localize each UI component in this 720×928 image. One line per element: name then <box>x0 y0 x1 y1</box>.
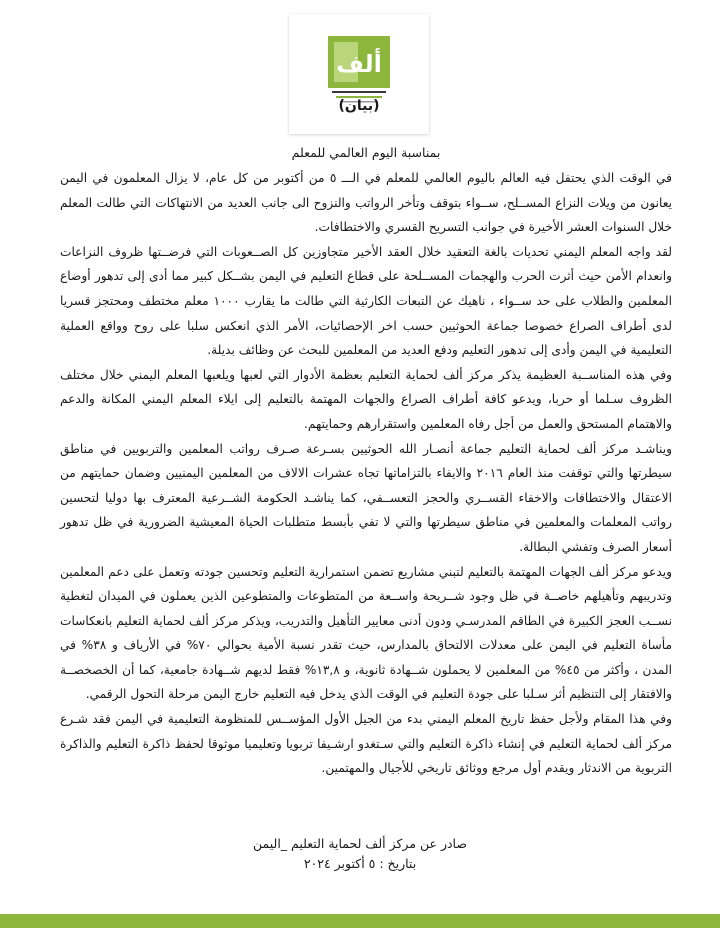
footer-bar <box>0 914 720 928</box>
paragraph: ويناشـد مركز ألف لحماية التعليم جماعة أنصـار الله الحوثيين بسـرعة صـرف رواتب المعلمين والتربويين في مناطق سيطرتها والتي توقفت منذ العام ٢٠١٦ والايفاء بالتزاماتها تجاه عشرات الالاف من المعلمين اليمنيين وضمان حمايتهم من الاعتقال والاختطافات والاخفاء القســري والحجز التعســفي، كما يناشـد الحكومة الشــرعية المعترف بها دوليا لتحسين رواتب المعلمات والمعلمين في مناطق سيطرتها والتي لا تفي بأبسط متطلبات الحياة المعيشية الضرورية في ظل تدهور أسعار الصرف وتفشي البطالة. <box>60 441 672 554</box>
logo-wordmark: ألف <box>336 50 382 78</box>
header-card <box>289 14 429 134</box>
paragraph: لقد واجه المعلم اليمني تحديات بالغة التعقيد خلال العقد الأخير متجاوزين كل الصــعوبات التي فرضــتها ظروف النزاعات وانعدام الأمن حيث أثرت الحرب والهجمات المســلحة على قطاع التعليم في اليمن بشــكل كبير مما أدى إلى تدهور أوضاع المعلمين والطلاب على حد ســواء ، ناهيك عن التبعات الكارثية التي طالت ما يقارب ١٠٠٠ معلم مختطف ومحتجز قسريا لدى أطراف الصراع خصوصا جماعة الحوثيين حسب اخر الإحصائيات، الأمر الذي انعكس سلبا على روح وواقع العملية التعليمية في اليمن وأدى إلى تدهور التعليم ودفع العديد من المعلمين للبحث عن وظائف بديلة. <box>60 244 672 358</box>
alef-logo <box>328 36 390 106</box>
document-body <box>60 140 672 781</box>
occasion-heading: بمناسبة اليوم العالمي للمعلم <box>291 145 441 160</box>
paragraph: في الوقت الذي يحتفل فيه العالم باليوم العالمي للمعلم في الـــ ٥ من أكتوبر من كل عام، لا يزال المعلمون في اليمن يعانون من ويلات النزاع المســلح، ســواء بتوقف وتأخر الرواتب والنزوح الى جانب العديد من الانتهاكات التي طالت المعلم خلال السنوات العشر الأخيرة في جوانب التسريح القسري والاختطافات. <box>60 171 672 235</box>
paragraph: وفي هذه المناســبة العظيمة يذكر مركز ألف لحماية التعليم بعظمة الأدوار التي لعبها ويلعبها المعلم اليمني خلال مختلف الظروف سـلما أو حربا، ويدعو كافة أطراف الصراع والجهات المهتمة بالتعليم إلى ايلاء المعلم اليمني المكانة والدعم والاهتمام المستحق والعمل من أجل رفاه المعلمين واستقرارهم وحمايتهم. <box>60 367 672 431</box>
statement-title: (بيان) <box>338 98 380 114</box>
issuer-line: صادر عن مركز ألف لحماية التعليم _اليمن <box>253 836 467 851</box>
date-line: بتاريخ : ٥ أكتوبر ٢٠٢٤ <box>303 856 417 871</box>
paragraph: وفي هذا المقام ولأجل حفظ تاريخ المعلم اليمني بدء من الجيل الأول المؤســس للمنظومة التعليمية في اليمن فقد شـرع مركز ألف لحماية التعليم في إنشاء ذاكرة التعليم والتي سـتغدو ارشـيفا تربويا وتعليميا موثوقا لحفظ ذاكرة التعليم والذاكرة التربوية من الاندثار ويقدم أول مرجع ووثائق تاريخي للأجيال والمهتمين. <box>60 712 672 776</box>
paragraph: ويدعو مركز ألف الجهات المهتمة بالتعليم لتبني مشاريع تضمن استمرارية التعليم وتحسين جودته وتعمل على دعم المعلمين وتدريبهم وتأهيلهم خاصــة في ظل وجود شــريحة واســعة من المتطوعات والمتطوعين الذين يعملون في الميدان لتغطية نســب العجز الكبيرة في الطاقم المدرسـي ودون أدنى معايير التأهيل والتدريب، ويذكر مركز ألف لحماية التعليم بانعكاسات مأساة التعليم في اليمن على معدلات الالتحاق بالمدارس، حيث تقدر نسبة الأمية بحوالي ٧٠% في الأرياف و ٣٨% في المدن ، وأكثر من ٤٥% من المعلمين لا يحملون شــهادة ثانوية، و ١٣,٨% فقط لديهم شــهادة جامعية، كما أن الخصخصــة والافتقار إلى التنظيم أثر سـلبا على جودة التعليم في الوقت الذي يدخل فيه التعليم خارج اليمن مرحلة التحول الرقمي. <box>60 564 672 702</box>
statement-text <box>60 166 672 781</box>
signature-block <box>200 834 520 874</box>
